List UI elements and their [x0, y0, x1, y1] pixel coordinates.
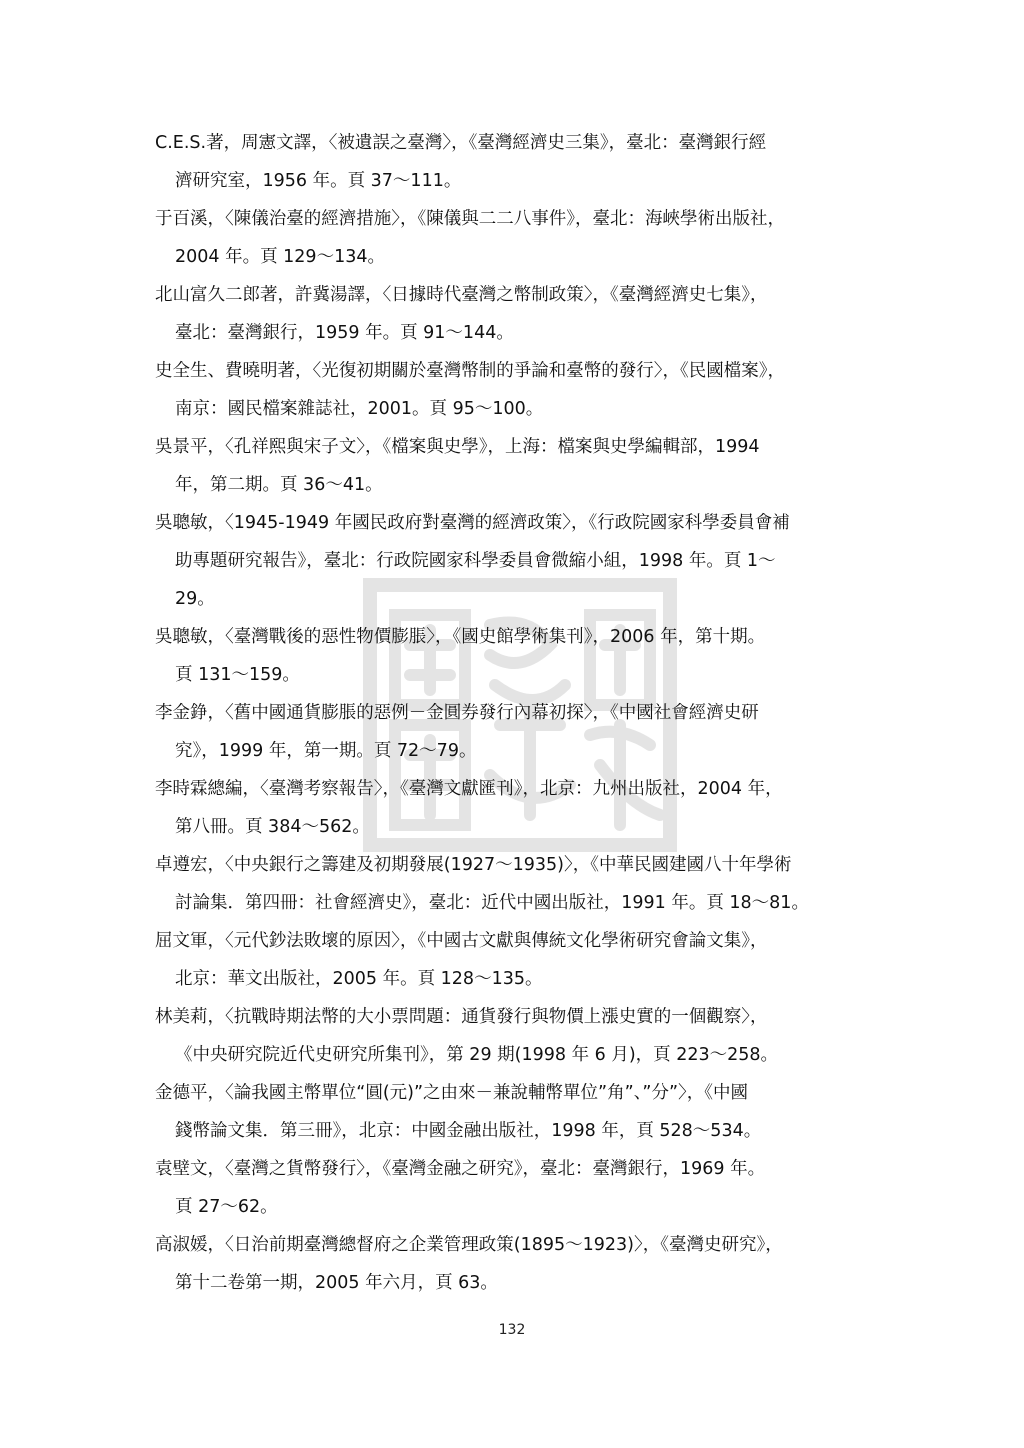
reference-entry [155, 124, 875, 200]
bibliography-list [155, 124, 875, 1302]
reference-entry [155, 998, 875, 1074]
reference-line: 袁壁文，〈臺灣之貨幣發行〉，《臺灣金融之研究》，臺北：臺灣銀行，1969 年。 [155, 1159, 766, 1179]
reference-entry [155, 1226, 875, 1302]
reference-line: 《中央研究院近代史研究所集刊》，第 29 期(1998 年 6 月)，頁 223～258。 [175, 1045, 779, 1065]
reference-line: 吳聰敏，〈臺灣戰後的惡性物價膨脹〉，《國史館學術集刊》，2006 年，第十期。 [155, 627, 766, 647]
reference-line: 高淑媛，〈日治前期臺灣總督府之企業管理政策(1895～1923)〉，《臺灣史研究》， [155, 1235, 783, 1255]
reference-entry [155, 504, 875, 618]
reference-entry [155, 1150, 875, 1226]
reference-line: 頁 27～62。 [175, 1197, 278, 1217]
reference-entry [155, 846, 875, 922]
reference-line: 濟研究室，1956 年。頁 37～111。 [175, 171, 462, 191]
reference-line: 林美莉，〈抗戰時期法幣的大小票問題：通貨發行與物價上漲史實的一個觀察〉， [155, 1007, 768, 1027]
reference-entry [155, 200, 875, 276]
reference-entry [155, 618, 875, 694]
reference-line: 李金錚，〈舊中國通貨膨脹的惡例－金圓券發行內幕初探〉，《中國社會經濟史研 [155, 703, 759, 723]
reference-line: 討論集．第四冊：社會經濟史》，臺北：近代中國出版社，1991 年。頁 18～81。 [175, 893, 809, 913]
reference-entry [155, 770, 875, 846]
reference-line: 臺北：臺灣銀行，1959 年。頁 91～144。 [175, 323, 514, 343]
reference-line: 李時霖總編，〈臺灣考察報告〉，《臺灣文獻匯刊》，北京：九州出版社，2004 年， [155, 779, 783, 799]
reference-entry [155, 428, 875, 504]
reference-line: 第十二卷第一期，2005 年六月，頁 63。 [175, 1273, 498, 1293]
reference-line: 屈文軍，〈元代鈔法敗壞的原因〉，《中國古文獻與傳統文化學術研究會論文集》， [155, 931, 768, 951]
page-number: 132 [498, 1322, 526, 1338]
reference-line: 金德平，〈論我國主幣單位“圓(元)”之由來－兼說輔幣單位”角”、”分”〉，《中國 [155, 1083, 749, 1103]
reference-line: 29。 [175, 589, 215, 609]
reference-line: 吳聰敏，〈1945-1949 年國民政府對臺灣的經濟政策〉，《行政院國家科學委員會補 [155, 513, 790, 533]
reference-line: 年，第二期。頁 36～41。 [175, 475, 383, 495]
reference-entry [155, 922, 875, 998]
reference-line: 北京：華文出版社，2005 年。頁 128～135。 [175, 969, 543, 989]
reference-line: 頁 131～159。 [175, 665, 300, 685]
reference-entry [155, 1074, 875, 1150]
reference-line: 卓遵宏，〈中央銀行之籌建及初期發展(1927～1935)〉，《中華民國建國八十年學術 [155, 855, 792, 875]
reference-line: 北山富久二郎著，許冀湯譯，〈日據時代臺灣之幣制政策〉，《臺灣經濟史七集》， [155, 285, 768, 305]
reference-entry [155, 694, 875, 770]
reference-line: 究》，1999 年，第一期。頁 72～79。 [175, 741, 477, 761]
reference-line: 第八冊。頁 384～562。 [175, 817, 370, 837]
reference-line: 錢幣論文集．第三冊》，北京：中國金融出版社，1998 年，頁 528～534。 [175, 1121, 762, 1141]
reference-line: 南京：國民檔案雜誌社，2001。頁 95～100。 [175, 399, 544, 419]
reference-line: 史全生、費曉明著，〈光復初期關於臺灣幣制的爭論和臺幣的發行〉，《民國檔案》， [155, 361, 785, 381]
reference-entry [155, 352, 875, 428]
reference-line: 助專題研究報告》，臺北：行政院國家科學委員會微縮小組，1998 年。頁 1～ [175, 551, 776, 571]
reference-line: 于百溪，〈陳儀治臺的經濟措施〉，《陳儀與二二八事件》，臺北：海峽學術出版社， [155, 209, 785, 229]
reference-line: C.E.S.著，周憲文譯，〈被遺誤之臺灣〉，《臺灣經濟史三集》，臺北：臺灣銀行經 [155, 133, 767, 153]
reference-entry [155, 276, 875, 352]
reference-line: 吳景平，〈孔祥熙與宋子文〉，《檔案與史學》，上海：檔案與史學編輯部，1994 [155, 437, 760, 457]
reference-line: 2004 年。頁 129～134。 [175, 247, 385, 267]
